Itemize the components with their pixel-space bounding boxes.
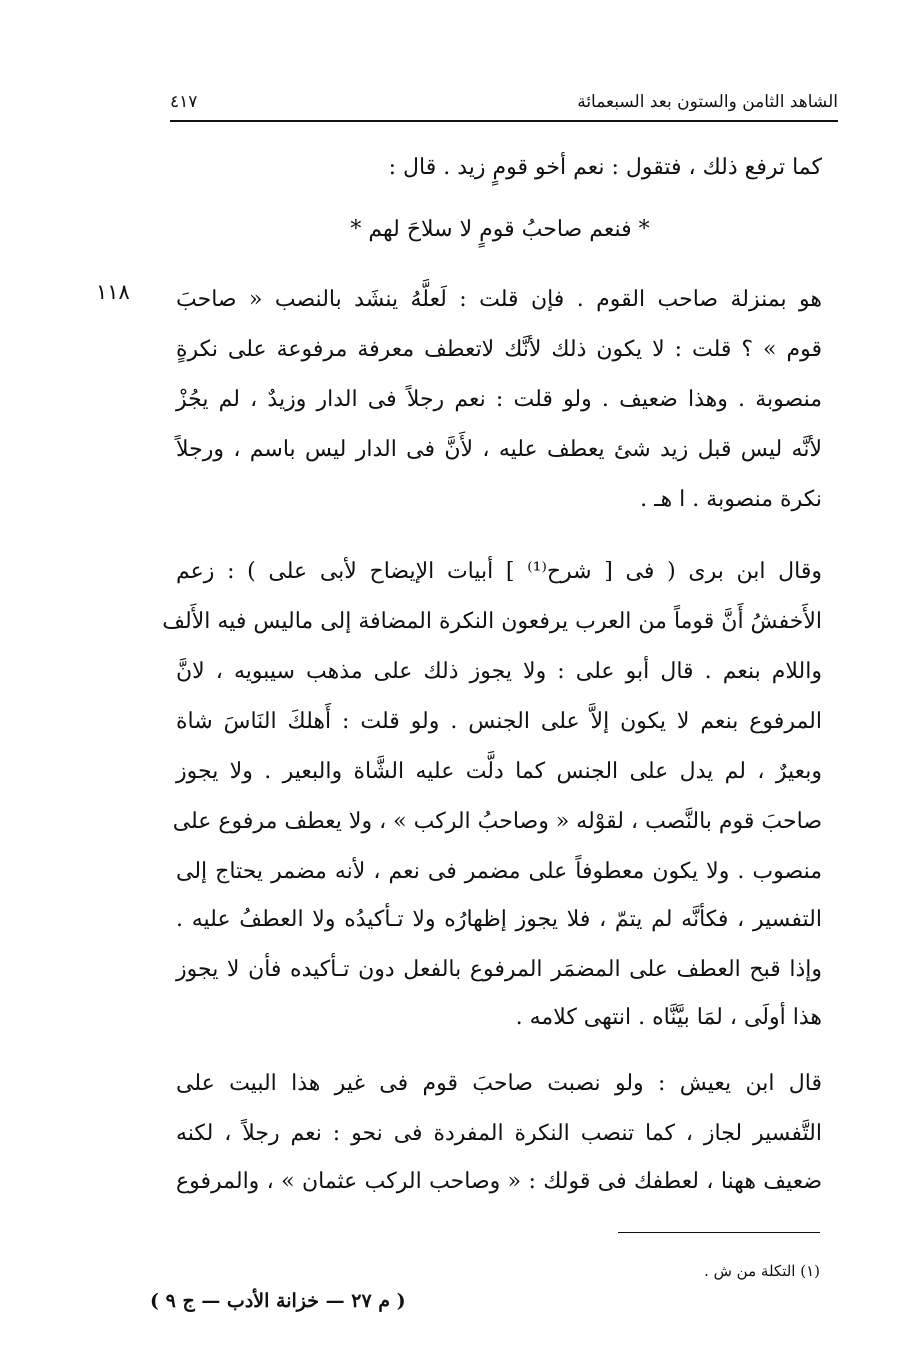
footnote-rule xyxy=(618,1232,820,1233)
header-title: الشاهد الثامن والستون بعد السبعمائة xyxy=(577,92,838,112)
poem-verse: * فنعم صاحبُ قومٍ لا سلاحَ لهم * xyxy=(350,217,650,242)
text-line: لأنَّه ليس قبل زيد شئ يعطف عليه ، لأَنَّ فى الدار ليس باسم ، ورجلاً xyxy=(176,437,822,462)
text-line: الأَخفشُ أَنَّ قوماً من العرب يرفعون النكرة المضافة إلى ماليس فيه الأَلف xyxy=(162,609,822,634)
text-line: ضعيف ههنا ، لعطفك فى قولك : « وصاحب الركب عثمان » ، والمرفوع xyxy=(176,1169,822,1194)
text-line: واللام بنعم . قال أبو على : ولا يجوز ذلك على مذهب سيبويه ، لانَّ xyxy=(176,659,822,684)
text-line: وإذا قبح العطف على المضمَر المرفوع بالفعل دون تـأكيده فأن لا يجوز xyxy=(176,957,822,982)
text-line: التفسير ، فكأنَّه لم يتمّ ، فلا يجوز إظهارُه ولا تـأكيدُه ولا العطفُ عليه . xyxy=(176,907,822,932)
text-line: التَّفسير لجاز ، كما تنصب النكرة المفردة فى نحو : نعم رجلاً ، لكنه xyxy=(176,1121,822,1146)
text-line: وقال ابن برى ( فى [ شرح⁽¹⁾ ] أبيات الإيضاح لأبى على ) : زعم xyxy=(176,559,822,584)
text-line: نكرة منصوبة . ا هـ . xyxy=(640,487,822,512)
text-line: منصوب . ولا يكون معطوفاً على مضمر فى نعم ، لأنه مضمر يحتاج إلى xyxy=(176,859,822,884)
text-line: صاحبَ قوم بالنَّصب ، لقوْله « وصاحبُ الركب » ، ولا يعطف مرفوع على xyxy=(172,809,822,834)
footnote: (١) التكلة من ش . xyxy=(704,1262,820,1280)
text-line: قال ابن يعيش : ولو نصبت صاحبَ قوم فى غير هذا البيت على xyxy=(176,1071,822,1096)
printer-signature: ( م ٢٧ — خزانة الأدب — ج ٩ ) xyxy=(150,1290,406,1312)
text-line: منصوبة . وهذا ضعيف . ولو قلت : نعم رجلاً فى الدار وزيدٌ ، لم يجُزْ xyxy=(176,387,822,412)
text-line: قوم » ؟ قلت : لا يكون ذلك لأنَّك لاتعطف معرفة مرفوعة على نكرةٍ xyxy=(176,337,822,362)
margin-number: ١١٨ xyxy=(96,280,130,304)
text-line: كما ترفع ذلك ، فتقول : نعم أخو قومٍ زيد . قال : xyxy=(388,155,822,180)
header-rule xyxy=(170,120,838,122)
running-header xyxy=(170,86,838,118)
text-line: هو بمنزلة صاحب القوم . فإن قلت : لَعلَّهُ ينشَد بالنصب « صاحبَ xyxy=(176,287,822,312)
page-number: ٤١٧ xyxy=(170,92,198,112)
text-line: هذا أولَى ، لمَا بيَّنَّاه . انتهى كلامه . xyxy=(515,1005,822,1030)
text-line: وبعيرٌ ، لم يدل على الجنس كما دلَّت عليه الشَّاة والبعير . ولا يجوز xyxy=(176,759,822,784)
text-line: المرفوع بنعم لا يكون إلاَّ على الجنس . ولو قلت : أَهلكَ النَاسَ شاة xyxy=(176,709,822,734)
